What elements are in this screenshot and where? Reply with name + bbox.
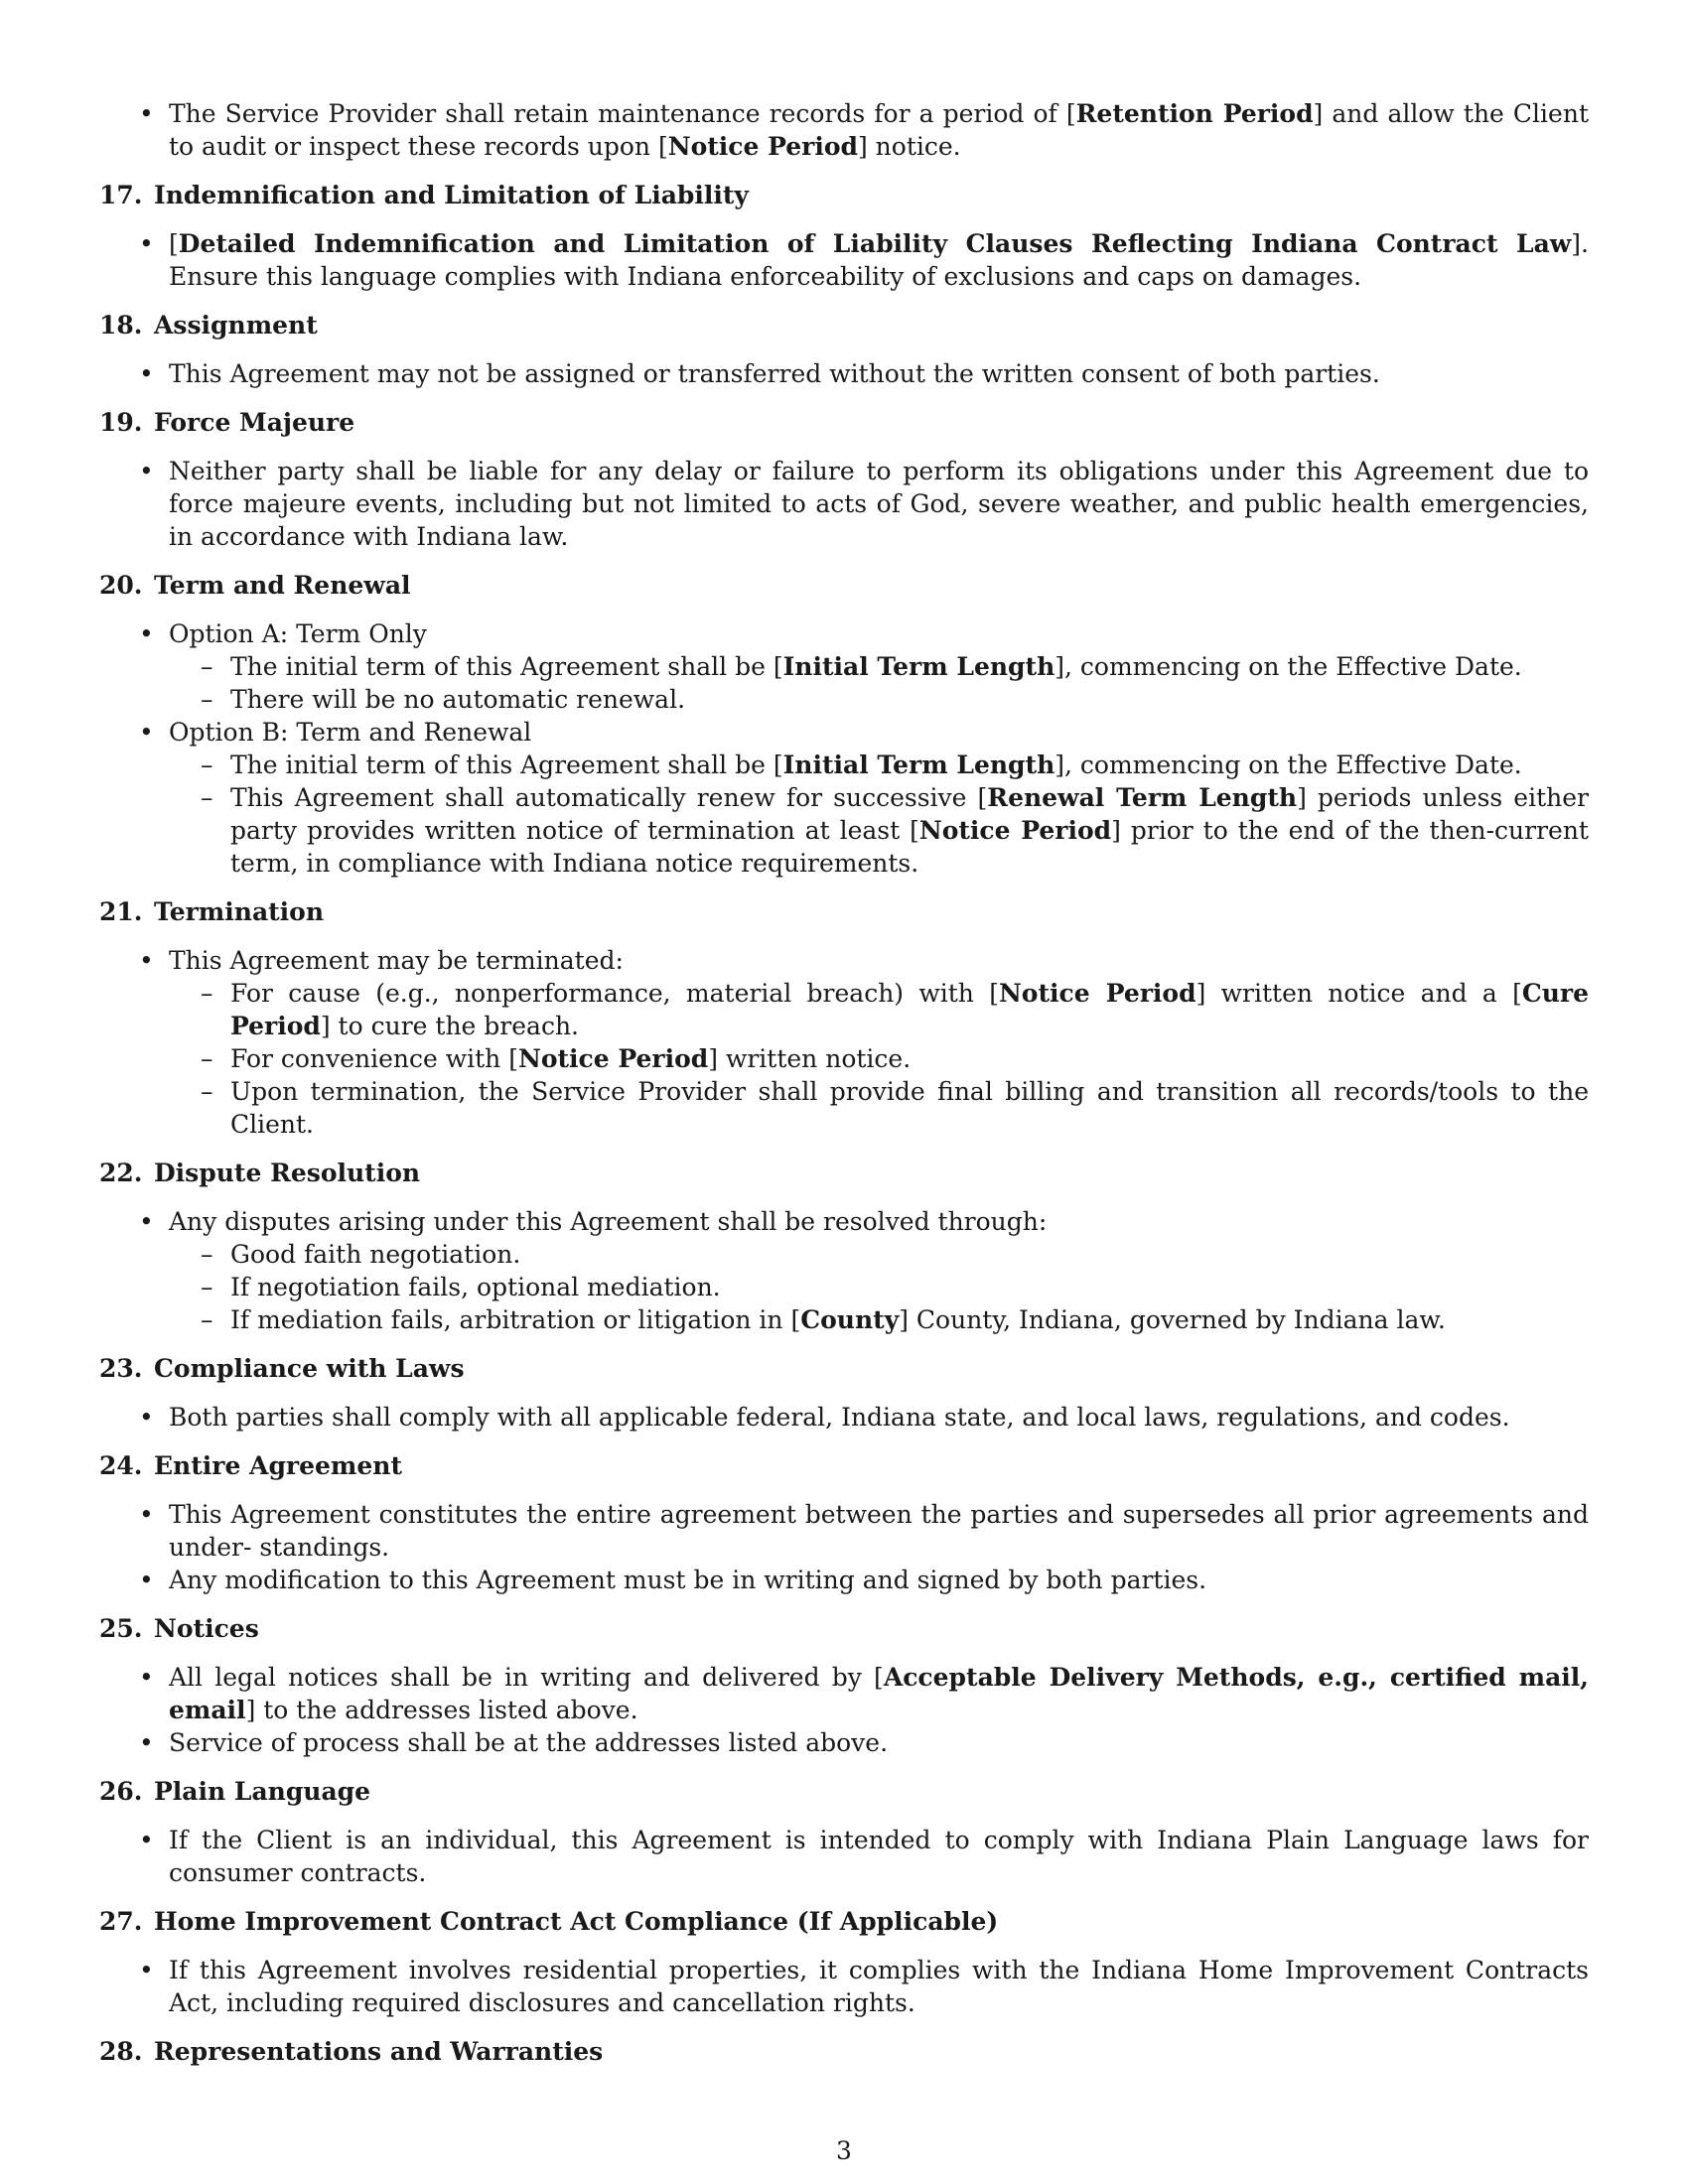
body-text: ]. Ensure this language complies with Indiana enforceability of exclusions and caps on damages. [169,229,1589,291]
body-text: ] periods unless either party provides written notice of termination at least [ [230,783,1589,845]
list-item [169,455,1589,553]
placeholder-text: Notice Period [517,1044,709,1073]
body-text: ] to the addresses listed above. [245,1696,638,1724]
section-number: 25. [99,1614,143,1643]
bullet-list [99,1824,1589,1889]
section-number: 24. [99,1451,143,1480]
section [99,1889,1589,2019]
section [99,390,1589,553]
body-text: This Agreement may not be assigned or transferred without the written consent of both parties. [169,359,1380,388]
sub-list-item [230,1271,1589,1303]
body-text: This Agreement may be terminated: [169,946,624,975]
list-item [169,944,1589,1141]
bullet-list [99,1954,1589,2019]
body-text: Neither party shall be liable for any delay or failure to perform its obligations under this Agreement due to force majeure events, including but not limited to acts of God, severe weather, and public health emergencies, in accordance with Indiana law. [169,457,1589,551]
bullet-list [99,944,1589,1141]
placeholder-text: Initial Term Length [782,652,1055,681]
document-page [99,97,1589,2084]
section-number: 21. [99,897,143,926]
page-number: 3 [836,2136,852,2165]
section-number: 27. [99,1907,143,1936]
body-text: Any disputes arising under this Agreement shall be resolved through: [169,1207,1048,1236]
section [99,1141,1589,1336]
sub-list [169,650,1589,716]
section-title: Representations and Warranties [154,2037,604,2066]
body-text: ] written notice and a [ [1196,979,1522,1008]
body-text: If this Agreement involves residential properties, it complies with the Indiana Home Improvement Contracts Act, including required disclosures and cancellation rights. [169,1956,1589,2017]
section [99,553,1589,880]
section-heading [99,1433,1589,1498]
section [99,880,1589,1141]
list-item [169,716,1589,880]
section [99,1759,1589,1889]
placeholder-text: Renewal Term Length [987,783,1298,812]
body-text: Any modification to this Agreement must be in writing and signed by both parties. [169,1566,1207,1594]
list-item [169,1661,1589,1726]
body-text: ] written notice. [708,1044,912,1073]
section [99,163,1589,293]
body-text: This Agreement constitutes the entire agreement between the parties and supersedes all prior agreements and under- standings. [169,1500,1589,1562]
list-item [169,1954,1589,2019]
body-text: ], commencing on the Effective Date. [1055,652,1522,681]
body-text: This Agreement shall automatically renew for successive [ [230,783,988,812]
list-item [169,1205,1589,1336]
body-text: The initial term of this Agreement shall be [ [230,652,783,681]
body-text: Option A: Term Only [169,619,427,648]
section-heading [99,390,1589,455]
body-text: Option B: Term and Renewal [169,718,532,747]
section-number: 22. [99,1159,143,1187]
section-heading [99,163,1589,227]
section-title: Compliance with Laws [154,1354,465,1383]
section [99,1433,1589,1596]
section-heading [99,553,1589,617]
body-text: ] and allow the Client to audit or inspect these records upon [ [169,99,1589,161]
body-text: The Service Provider shall retain maintenance records for a period of [ [169,99,1076,128]
section-title: Assignment [154,311,318,340]
section [99,293,1589,390]
list-item [169,357,1589,390]
body-text: All legal notices shall be in writing and delivered by [ [169,1663,884,1692]
bullet-list [99,357,1589,390]
sub-list-item [230,1075,1589,1141]
bullet-list [99,1401,1589,1433]
sections-container [99,163,1589,2084]
intro-bullet-list [99,97,1589,163]
section [99,2019,1589,2084]
placeholder-text: Acceptable Delivery Methods, e.g., certified mail, email [169,1663,1589,1724]
sub-list [169,977,1589,1141]
body-text: If the Client is an individual, this Agreement is intended to comply with Indiana Plain Language laws for consumer contracts. [169,1826,1589,1887]
section [99,1336,1589,1433]
body-text: ] to cure the breach. [320,1012,579,1040]
body-text: Good faith negotiation. [230,1240,521,1269]
body-text: Upon termination, the Service Provider shall provide final billing and transition all records/tools to the Client. [230,1077,1589,1139]
section-title: Plain Language [154,1777,371,1806]
section [99,1596,1589,1759]
sub-list-item [230,781,1589,880]
sub-list-item [230,650,1589,683]
list-item [169,1726,1589,1759]
section-number: 26. [99,1777,143,1806]
body-text: ] County, Indiana, governed by Indiana law. [899,1305,1446,1334]
bullet-list [99,617,1589,880]
section-title: Indemnification and Limitation of Liability [154,181,749,209]
placeholder-text: Notice Period [667,132,858,161]
sub-list-item [230,1238,1589,1271]
body-text: [ [169,229,179,258]
list-item [169,1824,1589,1889]
list-item [169,1498,1589,1564]
bullet-list [99,455,1589,553]
list-item [169,617,1589,716]
list-item [169,1564,1589,1596]
body-text: ] notice. [857,132,961,161]
section-title: Entire Agreement [154,1451,402,1480]
section-heading [99,1336,1589,1401]
section-title: Notices [154,1614,259,1643]
section-number: 18. [99,311,143,340]
list-item [169,1401,1589,1433]
body-text: ], commencing on the Effective Date. [1055,751,1522,779]
section-title: Force Majeure [154,408,355,437]
section-heading [99,1596,1589,1661]
bullet-list [99,227,1589,293]
section-heading [99,1141,1589,1205]
section-title: Termination [154,897,325,926]
bullet-list [99,1661,1589,1759]
sub-list-item [230,683,1589,716]
section-number: 28. [99,2037,143,2066]
section-number: 19. [99,408,143,437]
section-number: 23. [99,1354,143,1383]
body-text: There will be no automatic renewal. [230,685,686,714]
sub-list-item [230,977,1589,1042]
section-heading [99,293,1589,357]
section-number: 17. [99,181,143,209]
section-title: Term and Renewal [154,571,411,600]
sub-list-item [230,749,1589,781]
placeholder-text: Detailed Indemnification and Limitation of Liability Clauses Reflecting Indiana Contract Law [178,229,1572,258]
section-title: Dispute Resolution [154,1159,421,1187]
sub-list-item [230,1042,1589,1075]
list-item [169,227,1589,293]
placeholder-text: Notice Period [918,816,1112,845]
body-text: Service of process shall be at the addresses listed above. [169,1728,889,1757]
bullet-list [99,1498,1589,1596]
list-item [169,97,1589,163]
sub-list [169,749,1589,880]
body-text: For cause (e.g., nonperformance, material breach) with [ [230,979,999,1008]
bullet-list [99,1205,1589,1336]
section-heading [99,880,1589,944]
body-text: Both parties shall comply with all applicable federal, Indiana state, and local laws, regulations, and codes. [169,1403,1510,1432]
placeholder-text: Notice Period [998,979,1196,1008]
body-text: If negotiation fails, optional mediation. [230,1273,721,1301]
section-heading [99,1889,1589,1954]
placeholder-text: County [800,1305,900,1334]
placeholder-text: Initial Term Length [782,751,1055,779]
section-number: 20. [99,571,143,600]
body-text: The initial term of this Agreement shall be [ [230,751,783,779]
sub-list [169,1238,1589,1336]
placeholder-text: Retention Period [1075,99,1314,128]
sub-list-item [230,1303,1589,1336]
placeholder-text: Cure Period [230,979,1589,1040]
body-text: If mediation fails, arbitration or litigation in [ [230,1305,801,1334]
body-text: ] prior to the end of the then-current term, in compliance with Indiana notice requirements. [230,816,1589,878]
section-heading [99,1759,1589,1824]
body-text: For convenience with [ [230,1044,518,1073]
section-heading [99,2019,1589,2084]
section-title: Home Improvement Contract Act Compliance (If Applicable) [154,1907,999,1936]
